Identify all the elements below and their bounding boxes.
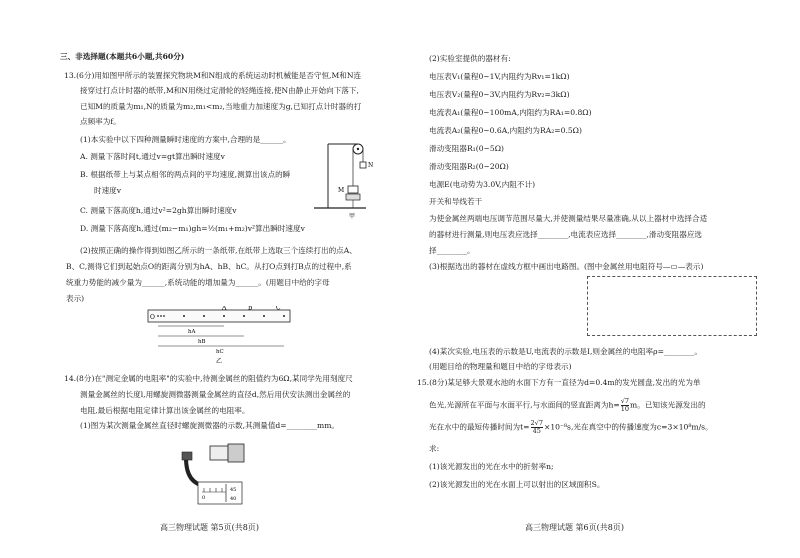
micrometer-tick-45: 45 xyxy=(230,487,237,493)
q14-line2: 测量金属丝的长度l,用螺旋测微器测量金属丝的直径d,然后用伏安法测出金属丝的 xyxy=(80,390,351,399)
figure-label-yi: 乙 xyxy=(216,358,223,365)
q13-option-d: D. 测量下落高度h,通过(m₂−m₁)gh=½(m₁+m₂)v²算出瞬时速度v xyxy=(80,224,305,233)
fraction-t-num: 2√7 xyxy=(530,419,543,427)
q15-line1: 15.(8分)某足够大景观水池的水面下方有一直径为d=0.4m的发光圆盘,发出的光为单 xyxy=(417,378,701,387)
item-r1: 滑动变阻器R₁(0~5Ω) xyxy=(429,144,504,153)
label-hb: hB xyxy=(198,339,206,345)
fraction-t-den: 45 xyxy=(532,427,541,435)
q13-part2-line2: B、C,测得它们到起始点O的距离分别为hA、hB、hC。从打O点到打B点的过程中,系 xyxy=(66,262,352,271)
point-a: A xyxy=(222,306,227,312)
q15-line3-b: ×10⁻⁸s,光在真空中的传播速度为c=3×10⁸m/s。 xyxy=(543,422,713,432)
figure-micrometer xyxy=(176,436,256,508)
q14-part4: (4)某次实验,电压表的示数是U,电流表的示数是I,则金属丝的电阻率ρ=________。 xyxy=(429,347,702,356)
item-r2: 滑动变阻器R₂(0~20Ω) xyxy=(429,162,509,171)
q14-line3: 电阻,最后根据电阻定律计算出该金属丝的电阻率。 xyxy=(80,406,250,415)
q14-select-line2: 的器材进行测量,则电压表应选择________,电流表应选择________,滑动变阻器应选 xyxy=(429,230,703,239)
section-title: 三、非选择题(本题共6小题,共60分) xyxy=(60,52,185,61)
q13-option-c: C. 测量下落高度h,通过v²=2gh算出瞬时速度v xyxy=(80,206,237,215)
footer-page-5: 高三物理试题 第5页(共8页) xyxy=(160,523,259,532)
item-a1: 电流表A₁(量程0~100mA,内阻约为RA₁=0.8Ω) xyxy=(429,108,592,117)
fraction-h xyxy=(621,398,629,413)
circuit-drawing-box[interactable] xyxy=(587,276,757,336)
q13-part2-line3: 统重力势能的减少量为______,系统动能的增加量为______。(用题目中给的字母 xyxy=(66,278,330,287)
block-n-icon xyxy=(360,162,366,168)
point-b: B xyxy=(248,306,253,312)
label-n: N xyxy=(368,162,374,169)
right-page xyxy=(417,0,765,558)
item-v1: 电压表V₁(量程0~1V,内阻约为Rv₁=1kΩ) xyxy=(429,72,570,81)
figure-label-jia: 甲 xyxy=(349,213,356,220)
label-m: M xyxy=(338,187,345,194)
q15-line2-a: 色光,光源所在平面与水面平行,与水面间的竖直距离为h= xyxy=(429,400,620,410)
block-m-icon xyxy=(348,186,358,193)
figure-apparatus xyxy=(308,136,380,220)
q13-part2-line4: 表示) xyxy=(66,294,85,303)
footer-page-6: 高三物理试题 第6页(共8页) xyxy=(525,523,624,532)
item-e: 电源E(电动势为3.0V,内阻不计) xyxy=(429,180,536,189)
label-hc: hC xyxy=(216,349,224,355)
fraction-h-num: √7 xyxy=(620,397,630,405)
timer-icon xyxy=(346,194,360,200)
point-c: C xyxy=(276,306,281,312)
micrometer-tick-40: 40 xyxy=(230,496,237,502)
q15-line2 xyxy=(429,398,706,413)
q13-option-b2: 时速度v xyxy=(94,186,122,195)
left-page xyxy=(60,0,400,558)
fraction-t xyxy=(531,420,543,435)
q14-part4-note: (用题目给的物理量和题目中给的字母表示) xyxy=(429,362,572,371)
q13-line4: 点频率为f。 xyxy=(80,117,121,126)
q13-line2: 接穿过打点计时器的纸带,M和N用绕过定滑轮的轻绳连接,使N由静止开始向下落下, xyxy=(80,86,359,95)
label-ha: hA xyxy=(188,329,196,335)
q15-line3 xyxy=(429,420,713,435)
q13-option-b1: B. 根据纸带上与某点相邻的两点间的平均速度,测算出该点的瞬 xyxy=(80,170,291,179)
q14-part3: (3)根据选出的器材在虚线方框中画出电路图。(图中金属丝用电阻符号—▭—表示) xyxy=(429,262,704,271)
q15-ask: 求: xyxy=(429,444,440,453)
q15-line2-b: m。已知该光源发出的 xyxy=(630,400,706,410)
fraction-h-den: 10 xyxy=(620,405,630,413)
q13-line1: 13.(6分)用如图甲所示的装置探究物块M和N组成的系统运动时机械能是否守恒,M和N连 xyxy=(64,71,362,80)
q13-part1: (1)本实验中以下四种测量瞬时速度的方案中,合理的是______。 xyxy=(80,135,291,144)
item-v2: 电压表V₂(量程0~3V,内阻约为Rv₂=3kΩ) xyxy=(429,90,570,99)
q13-option-a: A. 测量下落时间t,通过v=gt算出瞬时速度v xyxy=(80,152,225,161)
q14-part2: (2)实验室提供的器材有: xyxy=(429,54,511,63)
item-switch: 开关和导线若干 xyxy=(429,197,483,206)
q14-line1: 14.(8分)在"测定金属的电阻率"的实验中,待测金属丝的阻值约为6Ω,某同学先用刻度尺 xyxy=(64,374,353,383)
q15-sub2: (2)该光源发出的光在水面上可以射出的区域面积S。 xyxy=(429,480,605,489)
item-a2: 电流表A₂(量程0~0.6A,内阻约为RA₂=0.5Ω) xyxy=(429,126,582,135)
q14-part1: (1)图为某次测量金属丝直径时螺旋测微器的示数,其测量值d=________mm。 xyxy=(80,421,340,430)
point-o: O xyxy=(150,314,155,321)
q13-part2-line1: (2)按照正确的操作得到如图乙所示的一条纸带,在纸带上选取三个连续打出的点A、 xyxy=(80,246,357,255)
q15-sub1: (1)该光源发出的光在水中的折射率n; xyxy=(429,462,554,471)
figure-tape xyxy=(144,306,294,366)
q14-select-line1: 为使金属丝两端电压调节范围尽量大,并使测量结果尽量准确,从以上器材中选择合适 xyxy=(429,214,708,223)
q13-line3: 已知M的质量为m₁,N的质量为m₂,m₁<m₂,当地重力加速度为g,已知打点计时器的打 xyxy=(80,102,362,111)
thimble-icon xyxy=(228,444,244,462)
q15-line3-a: 光在水中的最短传播时间为t= xyxy=(429,422,530,432)
q14-select-line3: 择________。 xyxy=(429,246,475,255)
micrometer-tick-0: 0 xyxy=(202,495,206,501)
